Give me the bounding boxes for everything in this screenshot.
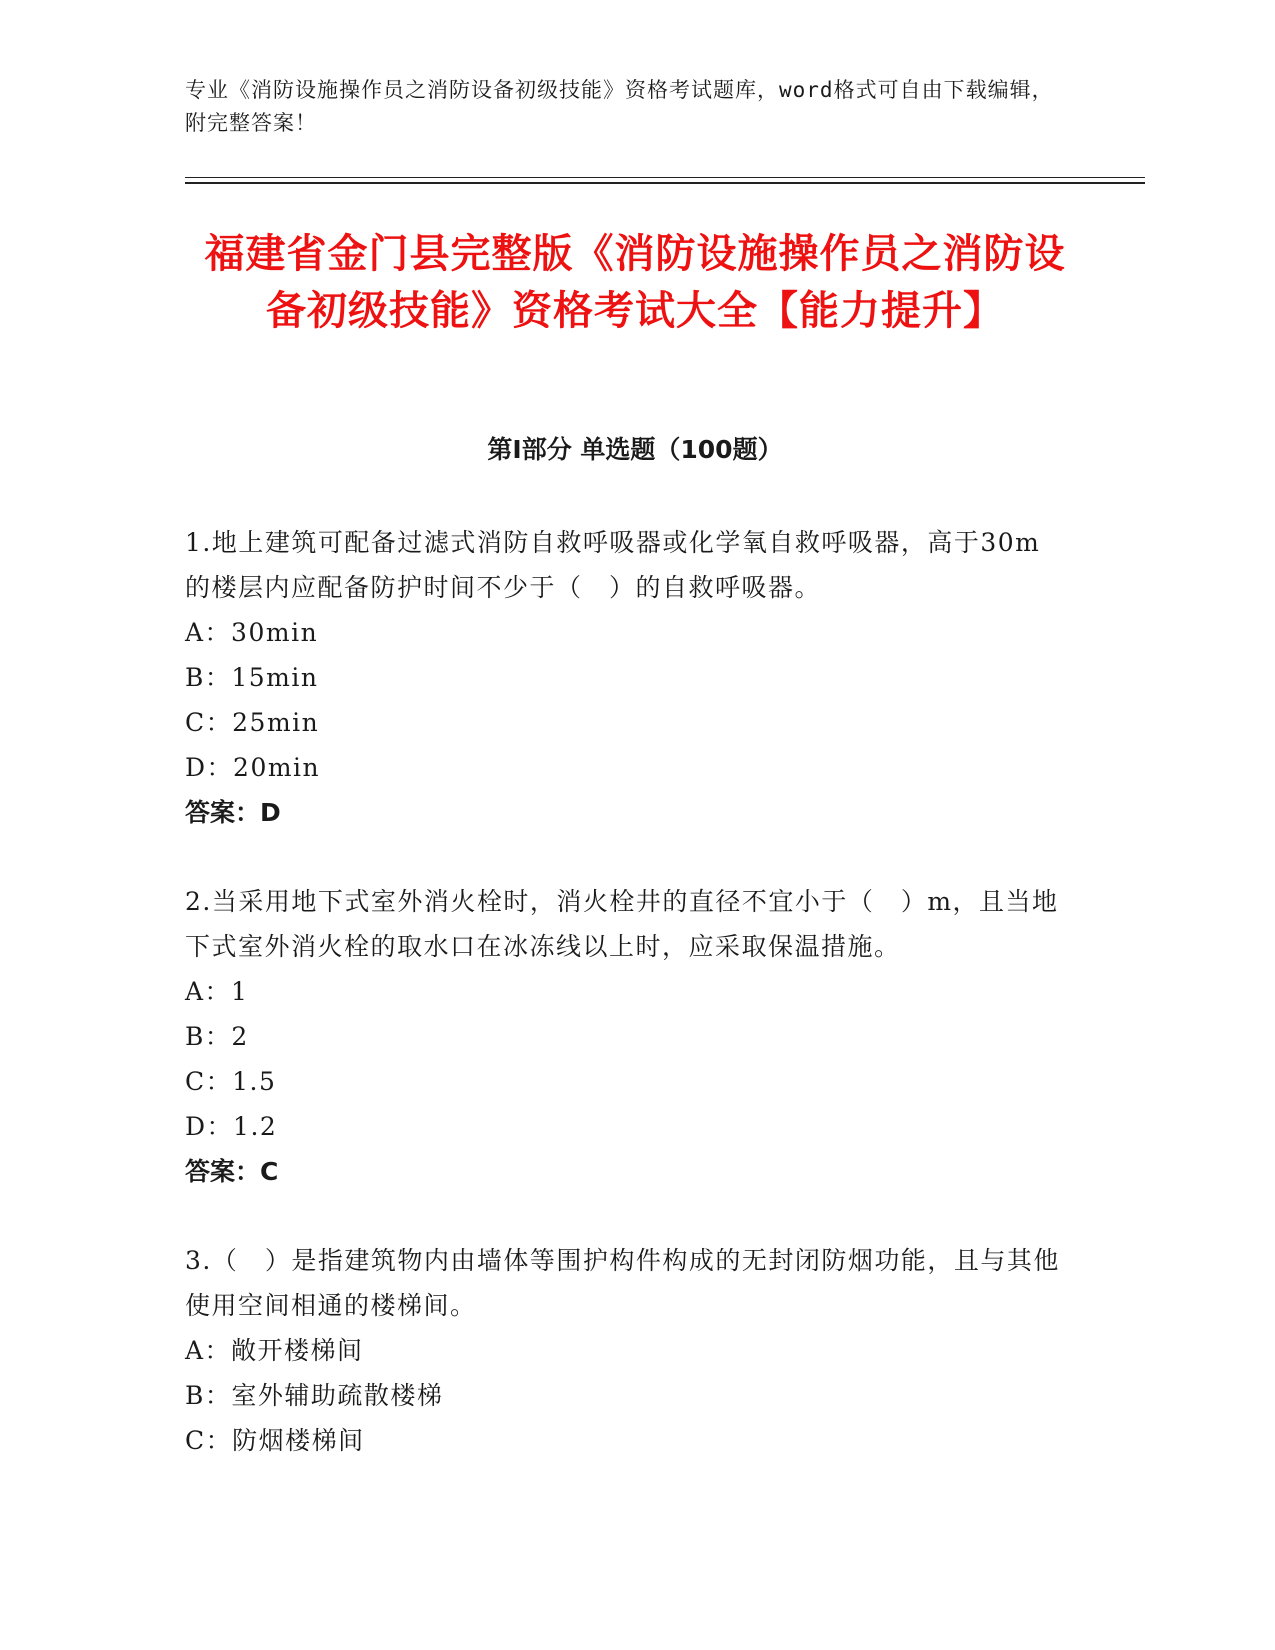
- option-c: C：1.5: [185, 1067, 277, 1096]
- option-a: A：1: [185, 977, 249, 1006]
- section-title: 第Ⅰ部分 单选题（100题）: [487, 435, 783, 464]
- question-list: [185, 520, 1065, 1507]
- question-text: 2.当采用地下式室外消火栓时，消火栓井的直径不宜小于（ ）m，且当地下式室外消火栓的取水口在冰冻线以上时，应采取保温措施。: [185, 887, 1059, 961]
- header-divider-thin: [185, 177, 1145, 178]
- question-text: 1.地上建筑可配备过滤式消防自救呼吸器或化学氧自救呼吸器，高于30m的楼层内应配备防护时间不少于（ ）的自救呼吸器。: [185, 528, 1041, 602]
- option-d: D：20min: [185, 753, 321, 782]
- header-divider-thick: [185, 182, 1145, 184]
- question-item: [185, 1238, 1065, 1463]
- option-b: B：室外辅助疏散楼梯: [185, 1381, 444, 1410]
- question-item: [185, 879, 1065, 1194]
- option-b: B：2: [185, 1022, 249, 1051]
- option-c: C：防烟楼梯间: [185, 1426, 365, 1455]
- answer: 答案：D: [185, 798, 281, 827]
- option-d: D：1.2: [185, 1112, 278, 1141]
- option-b: B：15min: [185, 663, 319, 692]
- answer: 答案：C: [185, 1157, 279, 1186]
- document-title: 福建省金门县完整版《消防设施操作员之消防设备初级技能》资格考试大全【能力提升】: [204, 231, 1066, 334]
- question-text: 3.（ ）是指建筑物内由墙体等围护构件构成的无封闭防烟功能，且与其他使用空间相通的楼梯间。: [185, 1246, 1060, 1320]
- option-a: A：30min: [185, 618, 319, 647]
- header-note: 专业《消防设施操作员之消防设备初级技能》资格考试题库，word格式可自由下载编辑，附完整答案！: [185, 78, 1054, 135]
- question-item: [185, 520, 1065, 835]
- option-c: C：25min: [185, 708, 320, 737]
- option-a: A：敞开楼梯间: [185, 1336, 364, 1365]
